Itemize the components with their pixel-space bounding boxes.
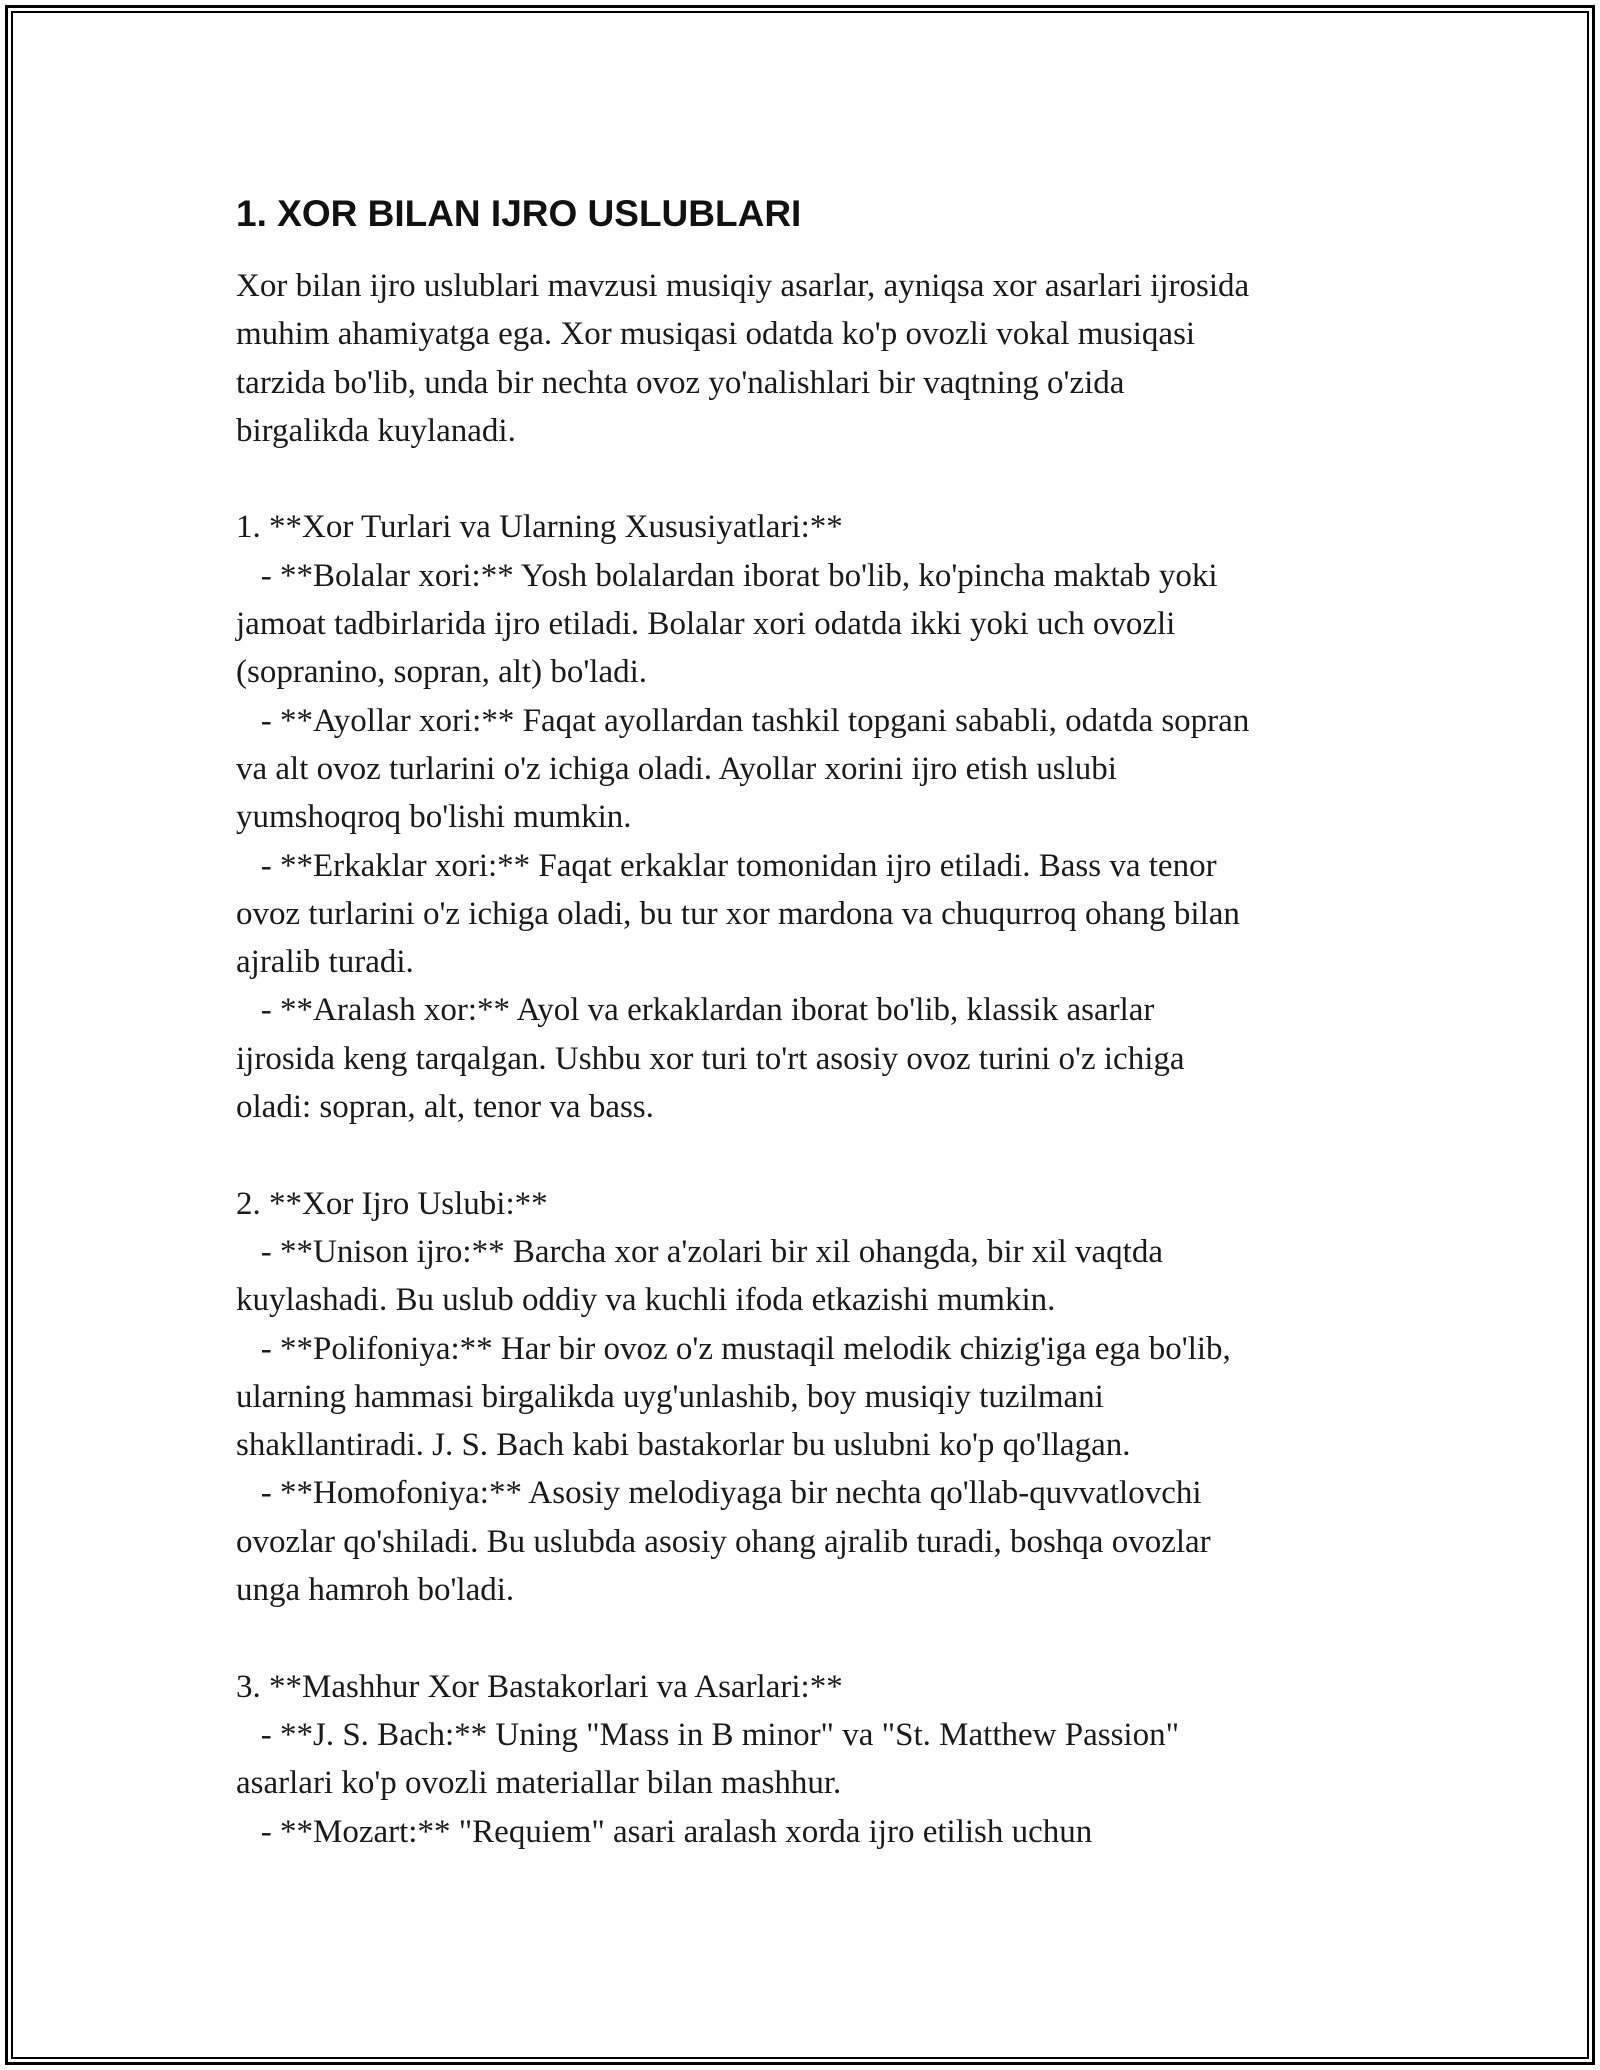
- list-item-line: - **Mozart:** "Requiem" asari aralash xorda ijro etilish uchun: [236, 1813, 1093, 1850]
- document-body: [236, 186, 1386, 1856]
- intro-line: birgalikda kuylanadi.: [236, 412, 516, 449]
- section-heading-line: 2. **Xor Ijro Uslubi:**: [236, 1185, 548, 1222]
- list-item-line: asarlari ko'p ovozli materiallar bilan mashhur.: [236, 1765, 842, 1802]
- intro-line: muhim ahamiyatga ega. Xor musiqasi odatda ko'p ovozli vokal musiqasi: [236, 316, 1196, 353]
- blank-line: [236, 455, 1386, 503]
- section-heading-line: 3. **Mashhur Xor Bastakorlari va Asarlari:**: [236, 1668, 843, 1705]
- list-item-line: - **Homofoniya:** Asosiy melodiyaga bir nechta qo'llab-quvvatlovchi: [236, 1475, 1202, 1512]
- list-item-line: yumshoqroq bo'lishi mumkin.: [236, 799, 632, 836]
- list-item-line: (sopranino, sopran, alt) bo'ladi.: [236, 654, 648, 691]
- blank-line: [236, 1614, 1386, 1662]
- list-item-line: jamoat tadbirlarida ijro etiladi. Bolalar xori odatda ikki yoki uch ovozli: [236, 606, 1176, 643]
- list-item-line: - **Unison ijro:** Barcha xor a'zolari bir xil ohangda, bir xil vaqtda: [236, 1233, 1163, 1270]
- list-item-line: va alt ovoz turlarini o'z ichiga oladi. Ayollar xorini ijro etish uslubi: [236, 750, 1117, 787]
- blank-line: [236, 1131, 1386, 1179]
- list-item-line: ovoz turlarini o'z ichiga oladi, bu tur xor mardona va chuqurroq ohang bilan: [236, 895, 1240, 932]
- intro-paragraph: [236, 262, 1386, 455]
- list-item-line: ijrosida keng tarqalgan. Ushbu xor turi to'rt asosiy ovoz turini o'z ichiga: [236, 1040, 1185, 1077]
- list-item-line: ularning hammasi birgalikda uyg'unlashib, boy musiqiy tuzilmani: [236, 1378, 1104, 1415]
- intro-line: Xor bilan ijro uslublari mavzusi musiqiy asarlar, ayniqsa xor asarlari ijrosida: [236, 268, 1250, 304]
- list-item-line: ovozlar qo'shiladi. Bu uslubda asosiy ohang ajralib turadi, boshqa ovozlar: [236, 1523, 1211, 1560]
- list-item-line: oladi: sopran, alt, tenor va bass.: [236, 1089, 654, 1126]
- section-choir-types: [236, 503, 1386, 1131]
- list-item-line: - **Erkaklar xori:** Faqat erkaklar tomonidan ijro etiladi. Bass va tenor: [236, 847, 1217, 884]
- list-item-line: ajralib turadi.: [236, 944, 414, 981]
- section-famous-composers: [236, 1663, 1386, 1856]
- list-item-line: shakllantiradi. J. S. Bach kabi bastakorlar bu uslubni ko'p qo'llagan.: [236, 1427, 1131, 1464]
- list-item-line: - **Aralash xor:** Ayol va erkaklardan iborat bo'lib, klassik asarlar: [236, 992, 1155, 1029]
- list-item-line: - **Polifoniya:** Har bir ovoz o'z mustaqil melodik chizig'iga ega bo'lib,: [236, 1330, 1231, 1367]
- list-item-line: - **J. S. Bach:** Uning "Mass in B minor" va "St. Matthew Passion": [236, 1716, 1180, 1753]
- section-performance-style: [236, 1180, 1386, 1615]
- list-item-line: - **Bolalar xori:** Yosh bolalardan iborat bo'lib, ko'pincha maktab yoki: [236, 557, 1218, 594]
- document-heading: 1. XOR BILAN IJRO USLUBLARI: [236, 193, 802, 234]
- list-item-line: unga hamroh bo'ladi.: [236, 1572, 515, 1609]
- intro-line: tarzida bo'lib, unda bir nechta ovoz yo'nalishlari bir vaqtning o'zida: [236, 364, 1125, 401]
- list-item-line: - **Ayollar xori:** Faqat ayollardan tashkil topgani sababli, odatda sopran: [236, 702, 1250, 739]
- section-heading-line: 1. **Xor Turlari va Ularning Xususiyatlari:**: [236, 509, 843, 546]
- list-item-line: kuylashadi. Bu uslub oddiy va kuchli ifoda etkazishi mumkin.: [236, 1282, 1056, 1319]
